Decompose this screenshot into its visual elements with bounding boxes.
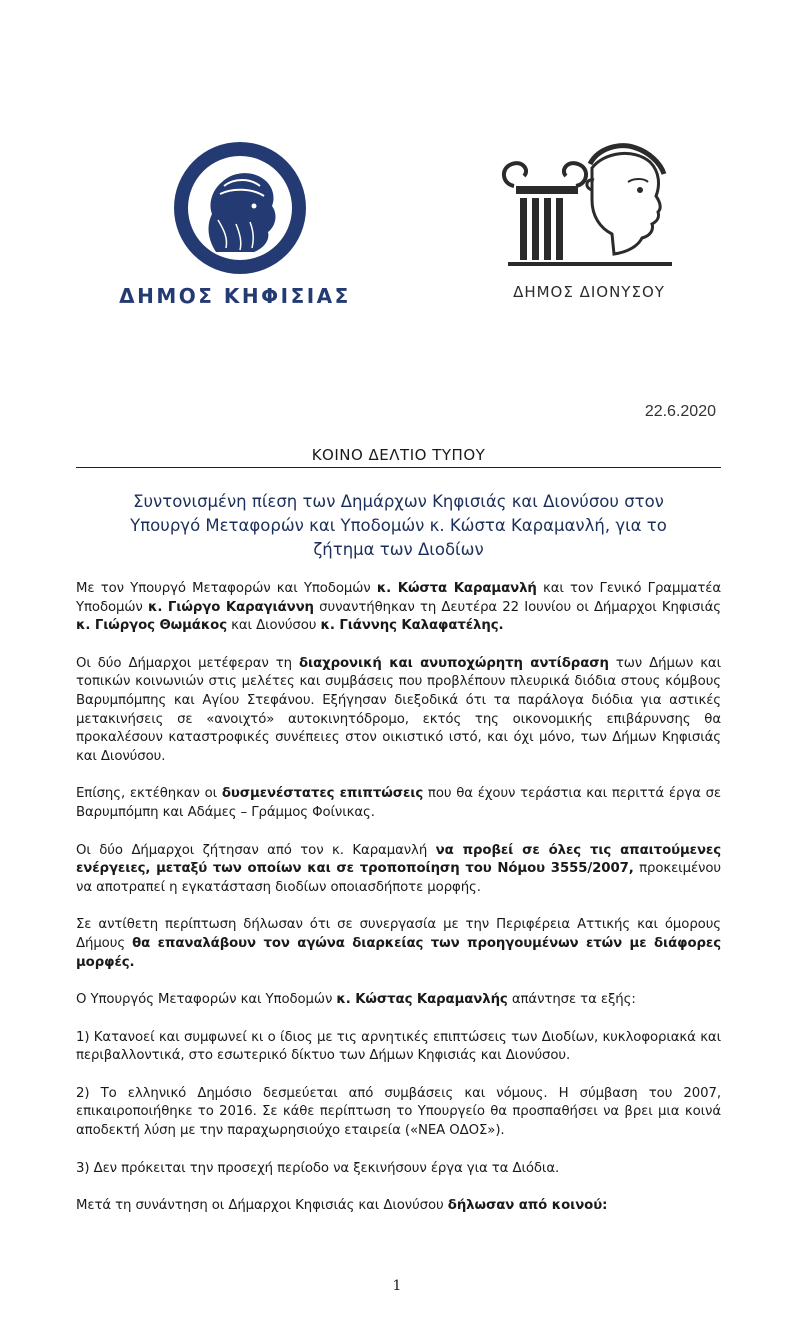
paragraph-point-2: 2) Το ελληνικό Δημόσιο δεσμεύεται από συμβάσεις και νόμους. Η σύμβαση του 2007, επικαιροποιήθηκε το 2016. Σε κάθε περίπτωση το Υπουργείο θα προσπαθήσει να βρει μια κοινά αποδεκτή λύση με την παραχωρησιούχο εταιρεία («ΝΕΑ ΟΔΟΣ»). bbox=[76, 1085, 721, 1139]
heading-divider bbox=[76, 467, 721, 468]
text-run: προκειμένου να αποτραπεί η εγκατάσταση διοδίων οποιασδήποτε μορφής. bbox=[76, 861, 721, 895]
article-body bbox=[76, 580, 721, 1216]
text-run: Επίσης, εκτέθηκαν οι bbox=[76, 786, 222, 802]
text-run: Ο Υπουργός Μεταφορών και Υποδομών bbox=[76, 992, 337, 1008]
dionysos-logo bbox=[494, 138, 684, 314]
text-run: Οι δύο Δήμαρχοι ζήτησαν από τον κ. Καραμανλή bbox=[76, 842, 436, 858]
page-number: 1 bbox=[392, 1278, 402, 1294]
text-run: Μετά τη συνάντηση οι Δήμαρχοι Κηφισιάς και Διονύσου bbox=[76, 1198, 448, 1214]
bold-run: κ. Κώστας Καραμανλής bbox=[336, 992, 508, 1008]
document-type-heading: ΚΟΙΝΟ ΔΕΛΤΙΟ ΤΥΠΟΥ bbox=[311, 446, 486, 464]
paragraph-joint-statement bbox=[76, 1197, 721, 1216]
dionysos-emblem-icon bbox=[494, 138, 684, 278]
text-run: των Δήμων και τοπικών κοινωνιών στις μελέτες και συμβάσεις που προβλέπουν πλευρικά διόδια στους κόμβους Βαρυμπόμπης και Αγίου Στεφάνου. Εξήγησαν διεξοδικά ότι τα παράλογα διόδια για αστικές μετακινήσεις σε «ανοιχτό» αυτοκινητόδρομο, εκτός της οικονομικής επιβάρυνσης θα προκαλέσουν καταστροφικές συνέπειες στον οικιστικό ιστό, και όχι μόνο, των Δήμων Κηφισιάς και Διονύσου. bbox=[76, 655, 722, 764]
bold-run: δήλωσαν από κοινού: bbox=[447, 1198, 608, 1214]
text-run: Σε αντίθετη περίπτωση δήλωσαν ότι σε συνεργασία με την Περιφέρεια Αττικής και όμορους Δήμους bbox=[76, 917, 721, 951]
text-run: και Διονύσου bbox=[227, 618, 321, 634]
paragraph-point-1: 1) Κατανοεί και συμφωνεί κι ο ίδιος με τις αρνητικές επιπτώσεις των Διοδίων, κυκλοφοριακά και περιβαλλοντικά, στο εσωτερικό δίκτυο των Δήμων Κηφισιάς και Διονύσου. bbox=[76, 1029, 721, 1064]
dionysos-logo-text: ΔΗΜΟΣ ΔΙΟΝΥΣΟΥ bbox=[513, 283, 665, 301]
kifisia-logo bbox=[104, 140, 366, 315]
text-run: και τον Γενικό Γραμματέα Υποδομών bbox=[76, 581, 722, 615]
headline-line: Συντονισμένη πίεση των Δημάρχων Κηφισιάς και Διονύσου στον bbox=[133, 492, 664, 511]
paragraph-reaction bbox=[76, 655, 721, 767]
kifisia-seal-icon bbox=[104, 140, 366, 280]
headline-line: ζήτημα των Διοδίων bbox=[313, 540, 484, 559]
text-run: απάντησε τα εξής: bbox=[507, 992, 636, 1008]
bold-run: κ. Κώστα Καραμανλή bbox=[376, 581, 537, 596]
paragraph-impacts bbox=[76, 785, 721, 822]
text-run: συναντήθηκαν τη Δευτέρα 22 Ιουνίου οι Δήμαρχοι Κηφισιάς bbox=[313, 599, 721, 615]
bold-run: διαχρονική και ανυποχώρητη αντίδραση bbox=[298, 655, 609, 671]
paragraph-struggle bbox=[76, 916, 721, 972]
bold-run: να προβεί σε όλες τις απαιτούμενες ενέργειες, μεταξύ των οποίων και σε τροποποίηση του Νόμου 3555/2007, bbox=[76, 842, 722, 877]
bold-run: κ. Γιώργο Καραγιάννη bbox=[147, 599, 314, 615]
kifisia-logo-text: ΔΗΜΟΣ ΚΗΦΙΣΙΑΣ bbox=[119, 284, 351, 308]
press-release-date: 22.6.2020 bbox=[644, 403, 716, 420]
headline bbox=[76, 490, 721, 562]
text-run: που θα έχουν τεράστια και περιττά έργα σε Βαρυμπόμπη και Αδάμες – Γράμμος Φοίνικας. bbox=[76, 786, 721, 820]
bold-run: κ. Γιώργος Θωμάκος bbox=[76, 618, 228, 634]
bold-run: θα επαναλάβουν τον αγώνα διαρκείας των προηγουμένων ετών με διάφορες μορφές. bbox=[76, 935, 721, 970]
paragraph-meeting bbox=[76, 580, 721, 636]
text-run: Οι δύο Δήμαρχοι μετέφεραν τη bbox=[76, 655, 299, 671]
bold-run: δυσμενέστατες επιπτώσεις bbox=[221, 786, 424, 802]
bold-run: κ. Γιάννης Καλαφατέλης. bbox=[320, 618, 504, 634]
headline-line: Υπουργό Μεταφορών και Υποδομών κ. Κώστα Καραμανλή, για το bbox=[130, 516, 667, 535]
paragraph-request bbox=[76, 842, 721, 898]
paragraph-minister-reply bbox=[76, 991, 721, 1010]
paragraph-point-3: 3) Δεν πρόκειται την προσεχή περίοδο να ξεκινήσουν έργα για τα Διόδια. bbox=[76, 1160, 560, 1176]
text-run: Με τον Υπουργό Μεταφορών και Υποδομών bbox=[76, 581, 377, 596]
